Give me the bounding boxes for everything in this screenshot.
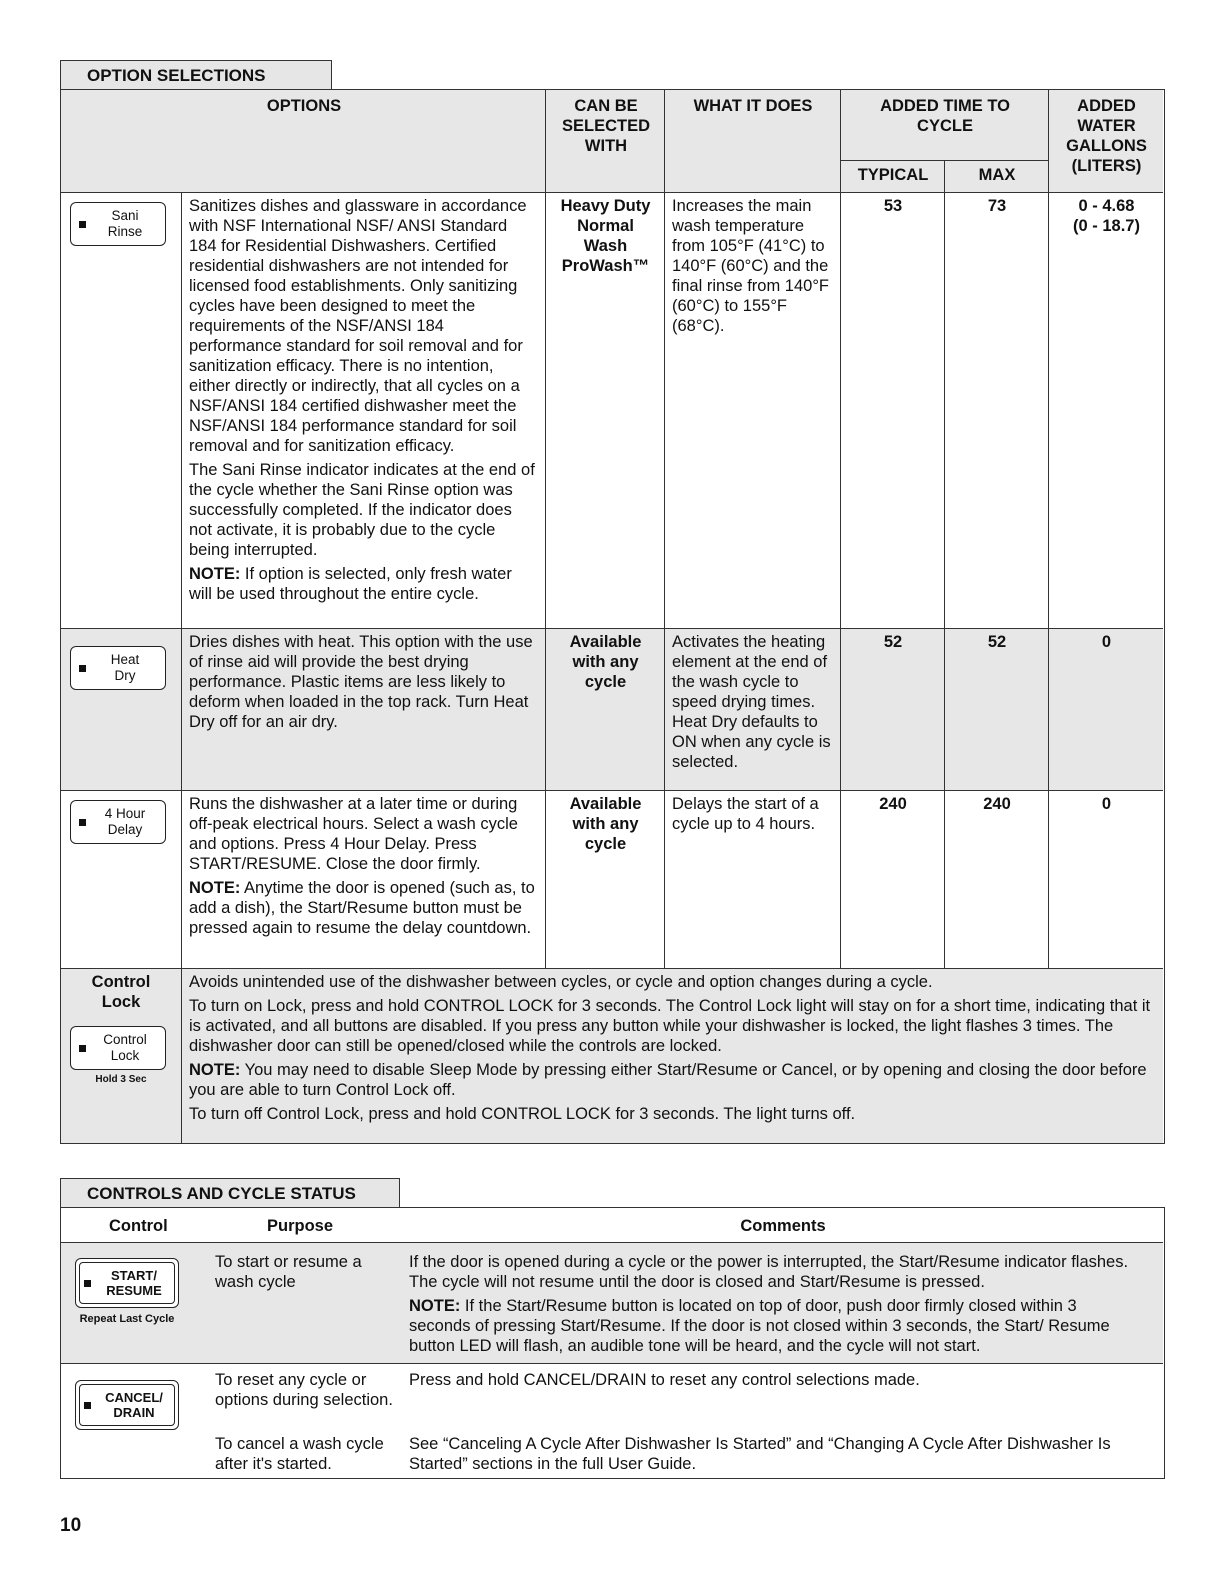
header-max: MAX xyxy=(978,166,1016,184)
control-lock-label-2: Lock xyxy=(110,1048,140,1063)
note-label: NOTE: xyxy=(189,565,241,583)
delay-note: Anytime the door is opened (such as, to add a dish), the Start/Resume button must be pressed again to resume the delay countdown. xyxy=(189,879,535,937)
heat-dry-button[interactable] xyxy=(70,646,166,690)
delay-what-it-does: Delays the start of a cycle up to 4 hours. xyxy=(672,795,819,833)
header-comments: Comments xyxy=(740,1217,826,1235)
header-added-time: ADDED TIME TO CYCLE xyxy=(880,97,1010,135)
hold-3-sec-label: Hold 3 Sec xyxy=(95,1074,147,1085)
header-what-it-does: WHAT IT DOES xyxy=(693,97,813,115)
start-resume-button[interactable] xyxy=(75,1258,179,1308)
start-note: If the Start/Resume button is located on top of door, push door firmly closed within 3 seconds of pressing Start/Resume. If the door is not closed within 3 seconds, the Start/ Resume button LED will flash, an audible tone will be heard, and the cycle will not start. xyxy=(409,1297,1110,1355)
start-label-1: START/ xyxy=(111,1268,157,1283)
option-selections-tab xyxy=(60,60,332,90)
indicator-light-icon xyxy=(79,221,86,228)
sani-rinse-what-it-does: Increases the main wash temperature from 105°F (41°C) to 140°F (60°C) and the final rinse from 140°F (60°C) to 155°F (68°C). xyxy=(672,197,829,335)
header-purpose: Purpose xyxy=(267,1217,334,1235)
option-selections-table xyxy=(60,89,1165,1144)
sani-rinse-description: Sanitizes dishes and glassware in accordance with NSF International NSF/ ANSI Standard 184 for Residential Dishwashers. Certified residential dishwashers are not intended for licensed food establishments. Only sanitizing cycles have been designed to meet the requirements of the NSF/ANSI 184 performance standard for soil removal and for sanitization efficacy. There is no intention, either directly or indirectly, that all cycles on a NSF/ANSI 184 certified dishwasher meet the NSF/ANSI 184 performance standard for soil removal and for sanitization efficacy. The Sani Rinse indicator indicates at the end of the cycle whether the Sani Rinse option was successfully completed. If the indicator does not activate, it is probably due to the cycle being interrupted. NOTE: If option is selected, only fresh water will be used throughout the entire cycle. xyxy=(189,197,535,603)
sani-rinse-label-1: Sani xyxy=(111,208,139,223)
sani-rinse-max: 73 xyxy=(987,197,1007,215)
header-control: Control xyxy=(109,1217,168,1235)
four-hour-delay-button[interactable] xyxy=(70,800,166,844)
indicator-light-icon xyxy=(84,1402,91,1409)
heat-dry-description: Dries dishes with heat. This option with the use of rinse aid will provide the best drying performance. Plastic items are less likely to deform when loaded in the top rack. Turn Heat Dry off for an air dry. xyxy=(189,633,533,731)
controls-status-title: CONTROLS AND CYCLE STATUS xyxy=(87,1184,356,1203)
header-typical: TYPICAL xyxy=(857,166,929,184)
cancel-label-1: CANCEL/ xyxy=(105,1390,163,1405)
cancel-label-2: DRAIN xyxy=(113,1405,155,1420)
note-label: NOTE: xyxy=(189,1061,241,1079)
sani-rinse-button[interactable] xyxy=(70,202,166,246)
sani-rinse-can-be-selected: Heavy Duty Normal Wash ProWash™ xyxy=(560,197,651,275)
header-can-be-selected: CAN BE SELECTED WITH xyxy=(561,97,650,155)
heat-dry-max: 52 xyxy=(987,633,1007,651)
delay-can-be-selected: Available with any cycle xyxy=(569,795,642,853)
start-comments: If the door is opened during a cycle or the power is interrupted, the Start/Resume indicator flashes. The cycle will not resume until the door is closed and Start/Resume is pressed. NOTE: If the Start/Resume button is located on top of door, push door firmly closed within 3 seconds of pressing Start/Resume. If the door is not closed within 3 seconds, the Start/ Resume button LED will flash, an audible tone will be heard, and the cycle will not start. xyxy=(409,1253,1129,1355)
controls-status-table xyxy=(60,1207,1165,1479)
heat-dry-typical: 52 xyxy=(883,633,903,651)
header-options: OPTIONS xyxy=(266,97,342,115)
control-lock-button[interactable] xyxy=(70,1026,166,1070)
cancel-drain-button[interactable] xyxy=(75,1380,179,1430)
controls-status-tab xyxy=(60,1178,400,1208)
delay-typical: 240 xyxy=(879,795,907,813)
indicator-light-icon xyxy=(84,1280,91,1287)
heat-dry-can-be-selected: Available with any cycle xyxy=(569,633,642,691)
cancel-purpose-reset: To reset any cycle or options during selection. xyxy=(215,1371,393,1409)
delay-max: 240 xyxy=(983,795,1011,813)
control-lock-description: Avoids unintended use of the dishwasher between cycles, or cycle and option changes during a cycle. To turn on Lock, press and hold CONTROL LOCK for 3 seconds. The Control Lock light will stay on for a short time, indicating that it is activated, and all buttons are disabled. If you press any button while your dishwasher is locked, the light flashes 3 times. The dishwasher door can still be opened/closed while the controls are locked. NOTE: You may need to disable Sleep Mode by pressing either Start/Resume or Cancel, or by opening and closing the door before you are able to turn Control Lock off. To turn off Control Lock, press and hold CONTROL LOCK for 3 seconds. The light turns off. xyxy=(189,973,1151,1123)
heat-dry-label-2: Dry xyxy=(114,668,136,683)
sani-rinse-note: If option is selected, only fresh water will be used throughout the entire cycle. xyxy=(189,565,512,603)
delay-description: Runs the dishwasher at a later time or during off-peak electrical hours. Select a wash cycle and options. Press 4 Hour Delay. Press START/RESUME. Close the door firmly. NOTE: Anytime the door is opened (such as, to add a dish), the Start/Resume button must be pressed again to resume the delay countdown. xyxy=(189,795,535,937)
delay-label-1: 4 Hour xyxy=(104,806,146,821)
heat-dry-what-it-does: Activates the heating element at the end of the wash cycle to speed drying times. Heat Dry defaults to ON when any cycle is selected. xyxy=(672,633,831,771)
note-label: NOTE: xyxy=(189,879,241,897)
control-lock-note: You may need to disable Sleep Mode by pressing either Start/Resume or Cancel, or by opening and closing the door before you are able to turn Control Lock off. xyxy=(189,1061,1147,1099)
header-added-water: ADDED WATER GALLONS (LITERS) xyxy=(1066,97,1147,175)
cancel-comment-cancel: See “Canceling A Cycle After Dishwasher Is Started” and “Changing A Cycle After Dishwasher Is Started” sections in the full User Guide. xyxy=(409,1435,1111,1473)
page-number: 10 xyxy=(60,1515,82,1536)
sani-rinse-label-2: Rinse xyxy=(107,224,143,239)
delay-water: 0 xyxy=(1101,795,1112,813)
note-label: NOTE: xyxy=(409,1297,461,1315)
option-selections-title: OPTION SELECTIONS xyxy=(87,66,266,85)
control-lock-label-1: Control xyxy=(103,1032,147,1047)
start-purpose: To start or resume a wash cycle xyxy=(215,1253,362,1291)
control-lock-title: Control Lock xyxy=(91,973,151,1011)
cancel-purpose-cancel: To cancel a wash cycle after it's started. xyxy=(215,1435,384,1473)
cancel-comment-reset: Press and hold CANCEL/DRAIN to reset any control selections made. xyxy=(409,1371,920,1389)
delay-label-2: Delay xyxy=(107,822,143,837)
heat-dry-label-1: Heat xyxy=(110,652,140,667)
start-label-2: RESUME xyxy=(106,1283,162,1298)
heat-dry-water: 0 xyxy=(1101,633,1112,651)
sani-rinse-water: 0 - 4.68 (0 - 18.7) xyxy=(1073,197,1140,235)
sani-rinse-typical: 53 xyxy=(883,197,903,215)
indicator-light-icon xyxy=(79,1045,86,1052)
repeat-last-cycle-label: Repeat Last Cycle xyxy=(79,1313,175,1325)
indicator-light-icon xyxy=(79,665,86,672)
indicator-light-icon xyxy=(79,819,86,826)
